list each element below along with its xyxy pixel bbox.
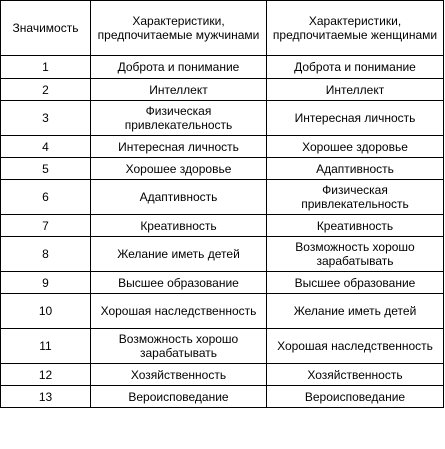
table-row bbox=[1, 56, 444, 79]
rank-cell: 2 bbox=[1, 79, 91, 101]
table-row bbox=[1, 136, 444, 158]
men-cell: Доброта и понимание bbox=[91, 56, 267, 79]
men-cell: Адаптивность bbox=[91, 180, 267, 215]
men-cell: Вероисповедание bbox=[91, 386, 267, 408]
rank-cell: 4 bbox=[1, 136, 91, 158]
men-cell: Желание иметь детей bbox=[91, 237, 267, 272]
women-cell: Хорошая наследственность bbox=[267, 329, 444, 364]
women-cell: Хорошее здоровье bbox=[267, 136, 444, 158]
men-cell: Креативность bbox=[91, 215, 267, 237]
women-cell: Доброта и понимание bbox=[267, 56, 444, 79]
table-row bbox=[1, 272, 444, 294]
women-cell: Креативность bbox=[267, 215, 444, 237]
women-cell: Вероисповедание bbox=[267, 386, 444, 408]
rank-cell: 1 bbox=[1, 56, 91, 79]
rank-cell: 3 bbox=[1, 101, 91, 136]
table-row bbox=[1, 294, 444, 329]
table-header-row bbox=[1, 1, 444, 56]
rank-cell: 13 bbox=[1, 386, 91, 408]
women-cell: Высшее образование bbox=[267, 272, 444, 294]
table-row bbox=[1, 158, 444, 180]
table-row bbox=[1, 329, 444, 364]
table-row bbox=[1, 215, 444, 237]
header-men: Характеристики, предпочитаемые мужчинами bbox=[91, 1, 267, 56]
women-cell: Интеллект bbox=[267, 79, 444, 101]
table-row bbox=[1, 79, 444, 101]
rank-cell: 7 bbox=[1, 215, 91, 237]
rank-cell: 12 bbox=[1, 364, 91, 386]
rank-cell: 8 bbox=[1, 237, 91, 272]
women-cell: Возможность хорошо зарабатывать bbox=[267, 237, 444, 272]
rank-cell: 5 bbox=[1, 158, 91, 180]
header-women: Характеристики, предпочитаемые женщинами bbox=[267, 1, 444, 56]
men-cell: Интересная личность bbox=[91, 136, 267, 158]
men-cell: Физическая привлекательность bbox=[91, 101, 267, 136]
women-cell: Хозяйственность bbox=[267, 364, 444, 386]
rank-cell: 10 bbox=[1, 294, 91, 329]
table-row bbox=[1, 364, 444, 386]
women-cell: Интересная личность bbox=[267, 101, 444, 136]
men-cell: Возможность хорошо зарабатывать bbox=[91, 329, 267, 364]
rank-cell: 6 bbox=[1, 180, 91, 215]
rank-cell: 11 bbox=[1, 329, 91, 364]
men-cell: Высшее образование bbox=[91, 272, 267, 294]
men-cell: Хозяйственность bbox=[91, 364, 267, 386]
rank-cell: 9 bbox=[1, 272, 91, 294]
table-row bbox=[1, 180, 444, 215]
table-row bbox=[1, 386, 444, 408]
women-cell: Желание иметь детей bbox=[267, 294, 444, 329]
men-cell: Хорошая наследственность bbox=[91, 294, 267, 329]
women-cell: Физическая привлекательность bbox=[267, 180, 444, 215]
men-cell: Интеллект bbox=[91, 79, 267, 101]
women-cell: Адаптивность bbox=[267, 158, 444, 180]
table-row bbox=[1, 101, 444, 136]
table-row bbox=[1, 237, 444, 272]
header-rank: Значимость bbox=[1, 1, 91, 56]
men-cell: Хорошее здоровье bbox=[91, 158, 267, 180]
